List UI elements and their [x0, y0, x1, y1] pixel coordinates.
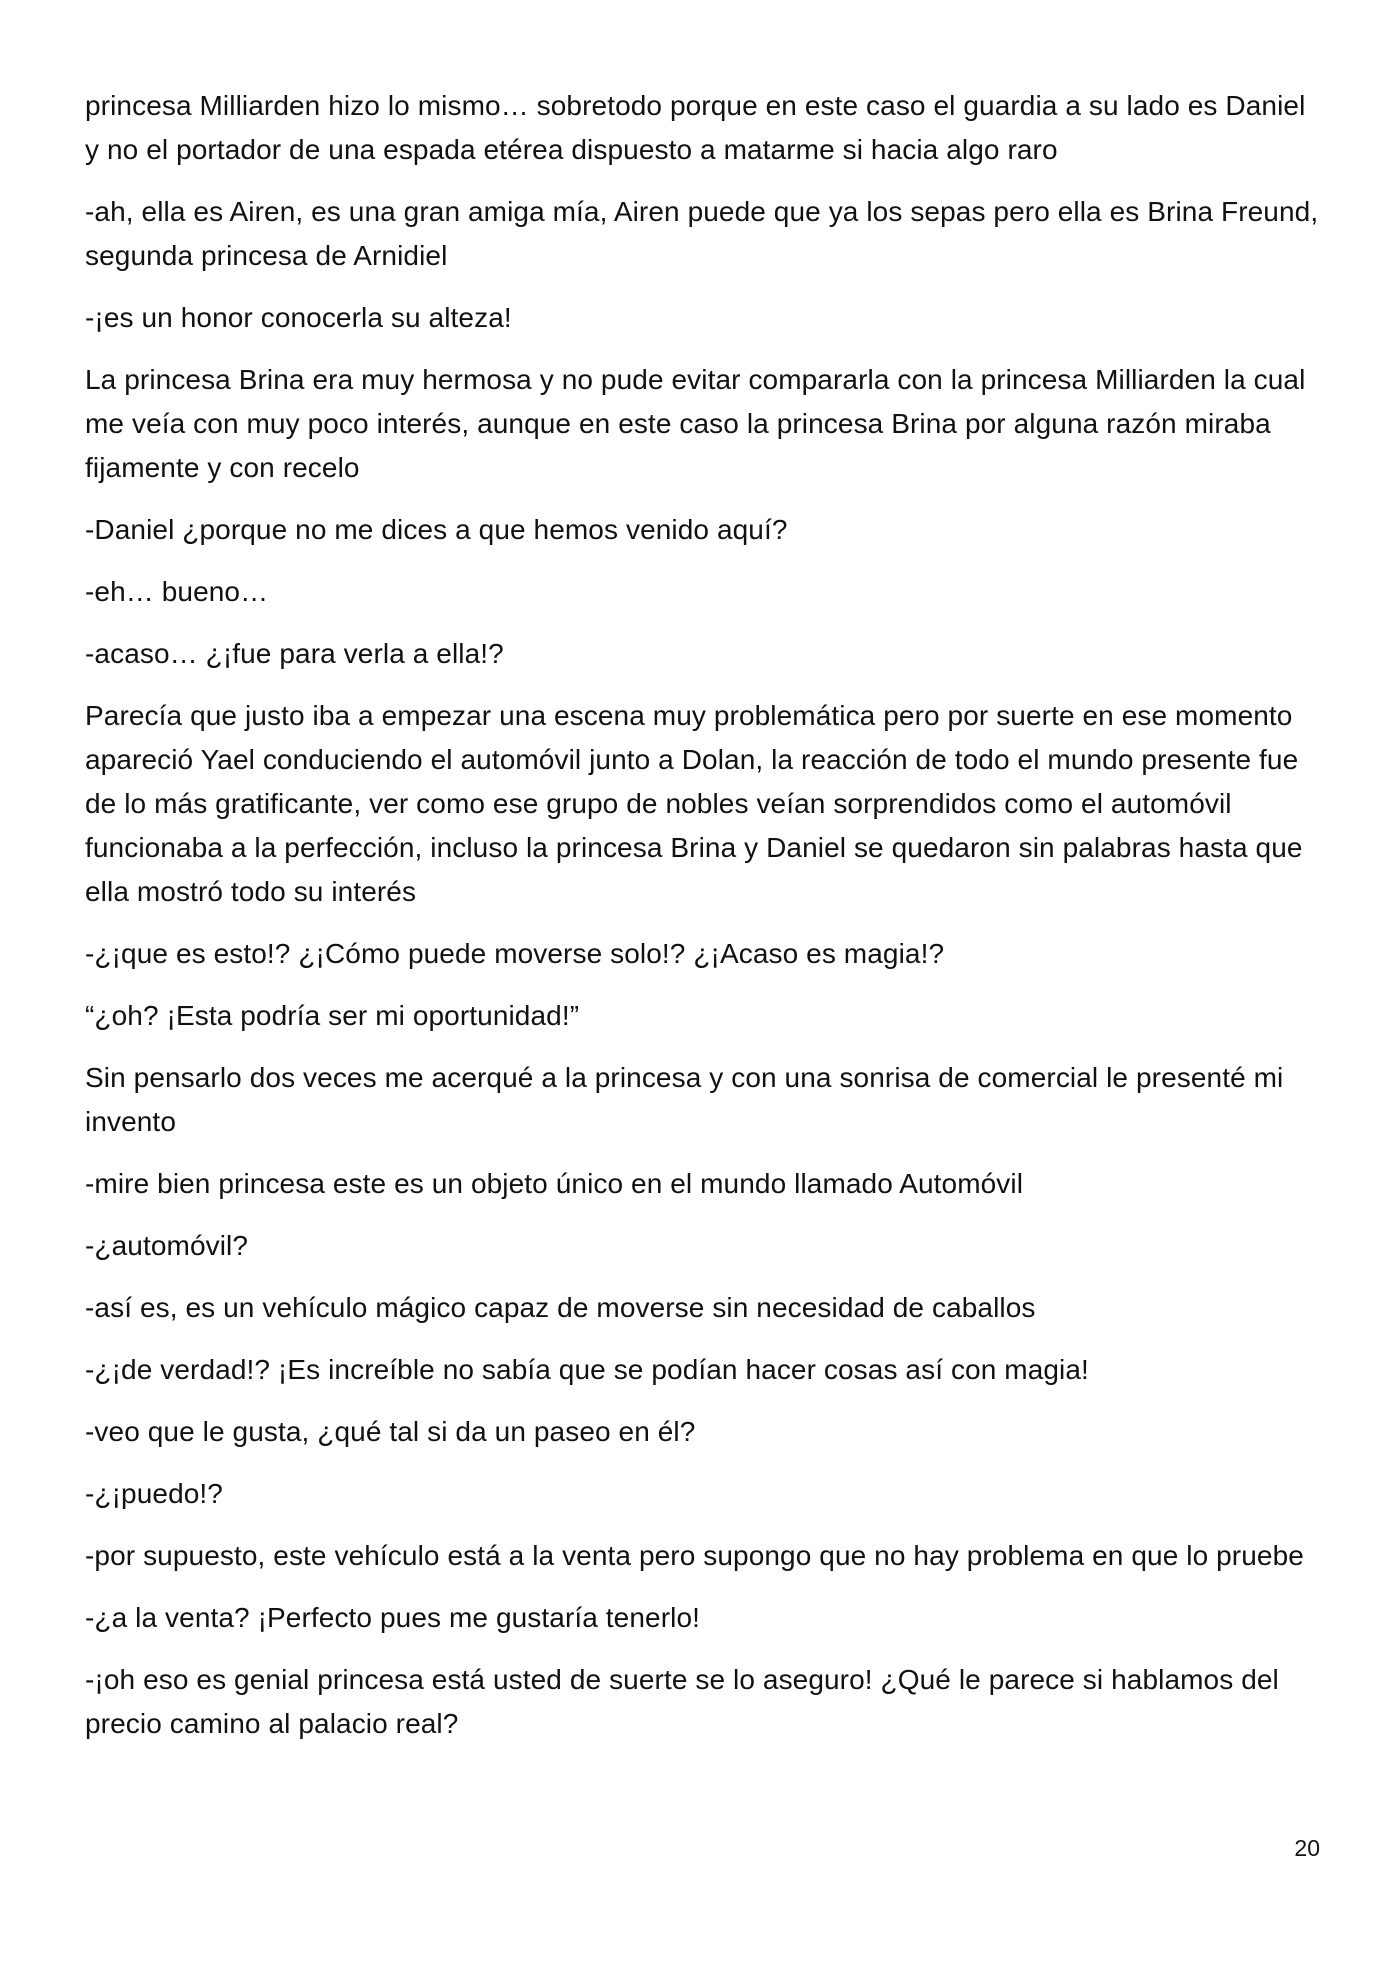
paragraph: -¿a la venta? ¡Perfecto pues me gustaría tenerlo! [85, 1602, 700, 1633]
paragraph: -ah, ella es Airen, es una gran amiga mía, Airen puede que ya los sepas pero ella es Brina Freund, segunda princesa de Arnidiel [85, 196, 1319, 271]
paragraph: -veo que le gusta, ¿qué tal si da un paseo en él? [85, 1416, 696, 1447]
paragraph: -acaso… ¿¡fue para verla a ella!? [85, 638, 504, 669]
paragraph: “¿oh? ¡Esta podría ser mi oportunidad!” [85, 1000, 580, 1031]
paragraph: -¿automóvil? [85, 1230, 249, 1261]
paragraph: -por supuesto, este vehículo está a la venta pero supongo que no hay problema en que lo pruebe [85, 1540, 1304, 1571]
paragraph: -Daniel ¿porque no me dices a que hemos venido aquí? [85, 514, 788, 545]
paragraph: -¿¡puedo!? [85, 1478, 223, 1509]
paragraph: -así es, es un vehículo mágico capaz de moverse sin necesidad de caballos [85, 1292, 1036, 1323]
paragraph: -mire bien princesa este es un objeto único en el mundo llamado Automóvil [85, 1168, 1024, 1199]
paragraph: -¡es un honor conocerla su alteza! [85, 302, 512, 333]
paragraph: Sin pensarlo dos veces me acerqué a la princesa y con una sonrisa de comercial le presenté mi invento [85, 1062, 1284, 1137]
paragraph: princesa Milliarden hizo lo mismo… sobretodo porque en este caso el guardia a su lado es Daniel y no el portador de una espada etérea dispuesto a matarme si hacia algo raro [85, 90, 1306, 165]
page-number: 20 [1294, 1835, 1320, 1861]
paragraph: -¿¡que es esto!? ¿¡Cómo puede moverse solo!? ¿¡Acaso es magia!? [85, 938, 945, 969]
paragraph: Parecía que justo iba a empezar una escena muy problemática pero por suerte en ese momento apareció Yael conduciendo el automóvil junto a Dolan, la reacción de todo el mundo presente fue de lo más gratificante, ver como ese grupo de nobles veían sorprendidos como el automóvil funcionaba a la perfección, incluso la princesa Brina y Daniel se quedaron sin palabras hasta que ella mostró todo su interés [85, 700, 1303, 907]
paragraph: La princesa Brina era muy hermosa y no pude evitar compararla con la princesa Milliarden la cual me veía con muy poco interés, aunque en este caso la princesa Brina por alguna razón miraba fijamente y con recelo [85, 364, 1306, 483]
paragraph: -eh… bueno… [85, 576, 269, 607]
paragraph: -¿¡de verdad!? ¡Es increíble no sabía que se podían hacer cosas así con magia! [85, 1354, 1089, 1385]
paragraph: -¡oh eso es genial princesa está usted de suerte se lo aseguro! ¿Qué le parece si hablamos del precio camino al palacio real? [85, 1664, 1279, 1739]
page-body [85, 84, 1320, 1764]
